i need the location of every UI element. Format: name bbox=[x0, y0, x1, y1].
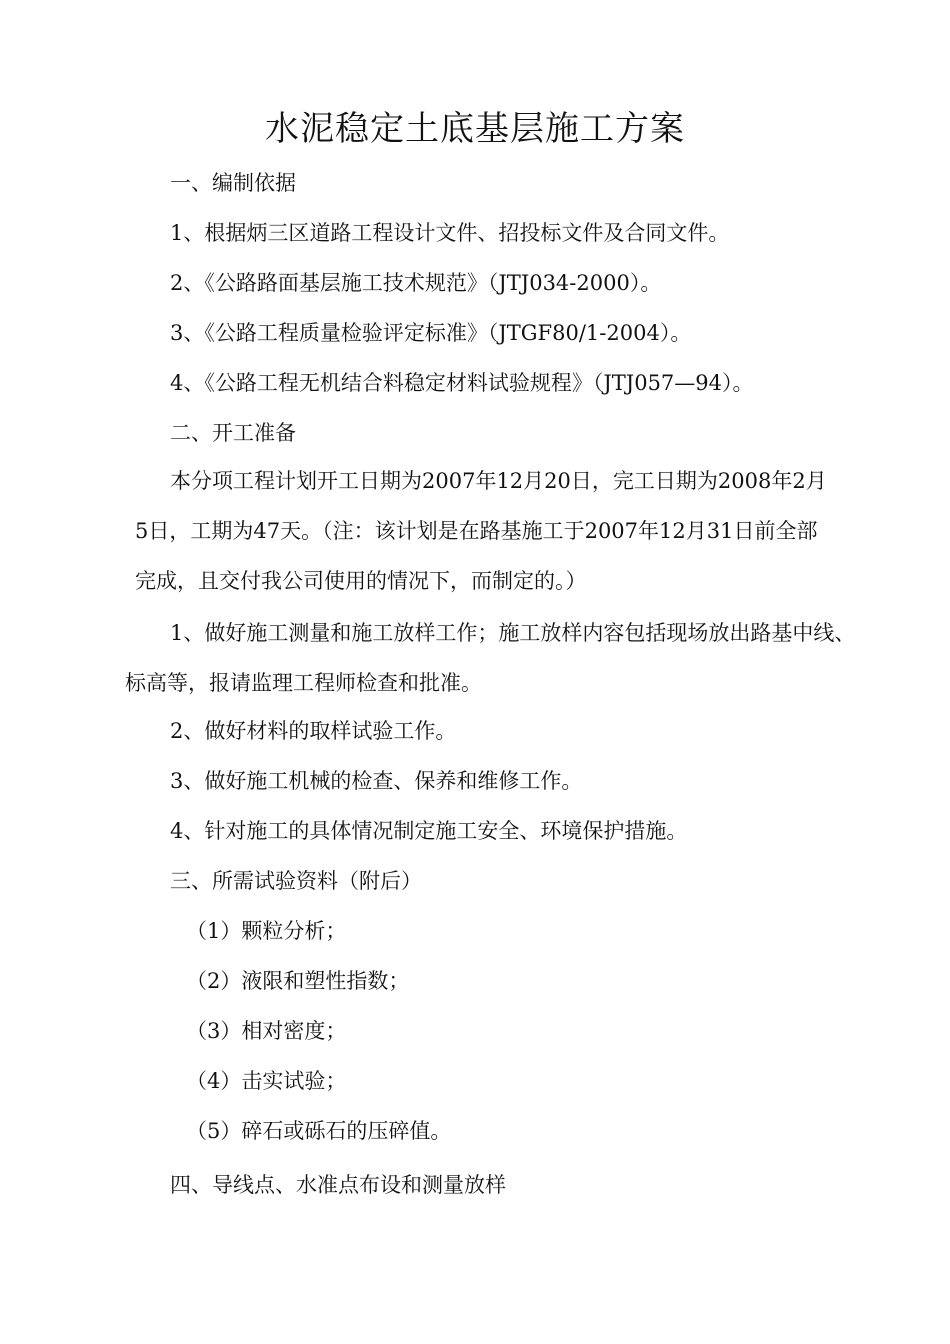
preparation-item-1-line-1: 1、做好施工测量和施工放样工作；施工放样内容包括现场放出路基中线、 bbox=[170, 621, 856, 645]
preparation-item-4: 4、针对施工的具体情况制定施工安全、环境保护措施。 bbox=[170, 819, 688, 843]
preparation-item-3: 3、做好施工机械的检查、保养和维修工作。 bbox=[170, 769, 583, 793]
section-heading-2: 二、开工准备 bbox=[170, 421, 296, 445]
schedule-paragraph-line-2: 5日，工期为47天。（注：该计划是在路基施工于2007年12月31日前全部 bbox=[135, 519, 818, 543]
section-heading-3: 三、所需试验资料（附后） bbox=[170, 869, 422, 893]
test-item-5: （5）碎石或砾石的压碎值。 bbox=[186, 1119, 452, 1143]
basis-item-2: 2、《公路路面基层施工技术规范》（JTJ034-2000）。 bbox=[170, 271, 662, 295]
test-item-2: （2）液限和塑性指数； bbox=[186, 969, 410, 993]
schedule-paragraph-line-1: 本分项工程计划开工日期为2007年12月20日，完工日期为2008年2月 bbox=[170, 469, 827, 493]
preparation-item-2: 2、做好材料的取样试验工作。 bbox=[170, 719, 457, 743]
basis-item-4: 4、《公路工程无机结合料稳定材料试验规程》（JTJ057—94）。 bbox=[170, 371, 754, 395]
preparation-item-1-line-2: 标高等，报请监理工程师检查和批准。 bbox=[125, 671, 482, 695]
schedule-paragraph-line-3: 完成，且交付我公司使用的情况下，而制定的。） bbox=[135, 569, 587, 593]
document-title: 水泥稳定土底基层施工方案 bbox=[265, 109, 685, 149]
section-heading-1: 一、编制依据 bbox=[170, 171, 296, 195]
basis-item-3: 3、《公路工程质量检验评定标准》（JTGF80/1-2004）。 bbox=[170, 321, 692, 345]
section-heading-4: 四、导线点、水准点布设和测量放样 bbox=[170, 1173, 506, 1197]
test-item-3: （3）相对密度； bbox=[186, 1019, 347, 1043]
test-item-4: （4）击实试验； bbox=[186, 1069, 347, 1093]
basis-item-1: 1、根据炳三区道路工程设计文件、招投标文件及合同文件。 bbox=[170, 221, 730, 245]
test-item-1: （1）颗粒分析； bbox=[186, 919, 347, 943]
